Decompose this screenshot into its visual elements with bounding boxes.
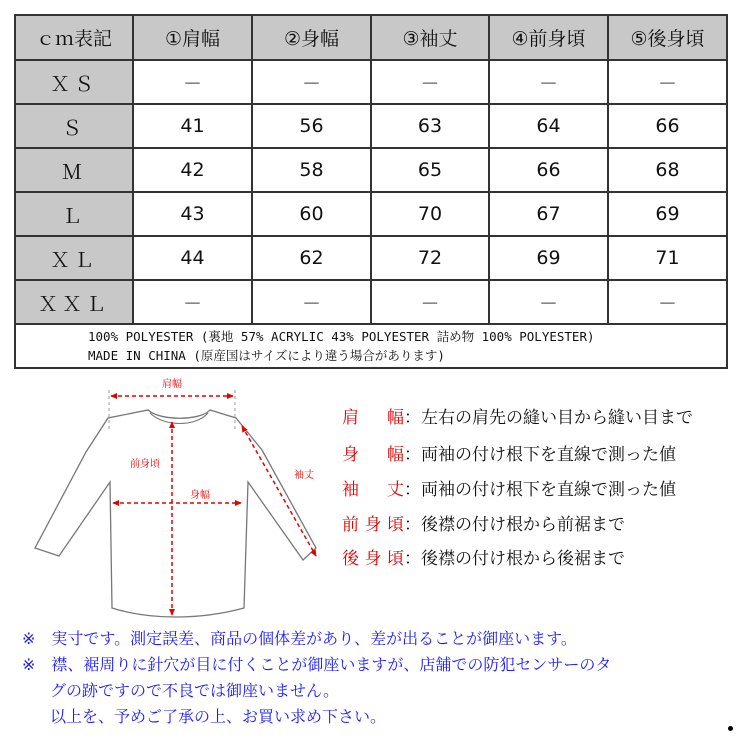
table-row: [15, 60, 727, 104]
table-row: [15, 192, 727, 236]
material-line: 100% POLYESTER (裏地 57% ACRYLIC 43% POLYESTER 詰め物 100% POLYESTER): [88, 329, 595, 344]
table-cell: 63: [371, 104, 489, 148]
table-cell: 71: [608, 236, 727, 280]
table-cell: 65: [371, 148, 489, 192]
size-label: ＸＸＬ: [15, 280, 133, 324]
table-cell: 62: [252, 236, 371, 280]
legend-term: 肩幅: [342, 408, 404, 428]
table-cell: －: [489, 60, 608, 104]
header-cell-front: ④前身頃: [489, 15, 608, 60]
table-cell: 64: [489, 104, 608, 148]
table-cell: －: [133, 60, 252, 104]
legend-term: 身幅: [342, 445, 404, 465]
table-cell: －: [371, 60, 489, 104]
origin-line: MADE IN CHINA (原産国はサイズにより違う場合があります): [88, 348, 445, 363]
table-cell: 43: [133, 192, 252, 236]
size-label: Ｌ: [15, 192, 133, 236]
table-cell: －: [371, 280, 489, 324]
table-cell: 41: [133, 104, 252, 148]
size-label: ＸＬ: [15, 236, 133, 280]
table-cell: 70: [371, 192, 489, 236]
note-mark: ※: [22, 629, 36, 648]
table-cell: 66: [608, 104, 727, 148]
front-length-label: 前身頃: [130, 459, 160, 470]
legend-item-shoulder: [342, 403, 693, 428]
note-text: グの跡ですので不良では御座いません。: [50, 681, 339, 700]
note-text: 実寸です。測定誤差、商品の個体差があり、差が出ることが御座います。: [51, 629, 577, 648]
legend-term: 袖丈: [342, 480, 404, 500]
table-cell: 58: [252, 148, 371, 192]
note-line-2: [22, 652, 611, 675]
table-cell: －: [608, 60, 727, 104]
material-row: [15, 324, 727, 368]
size-label: ＸＳ: [15, 60, 133, 104]
table-cell: 44: [133, 236, 252, 280]
note-line-1: [22, 626, 577, 649]
table-row: [15, 104, 727, 148]
legend-item-sleeve: [342, 475, 676, 500]
shoulder-label: 肩幅: [162, 379, 182, 390]
size-table: [14, 14, 728, 369]
corner-dot: [728, 726, 733, 731]
table-row: [15, 280, 727, 324]
header-cell-sleeve: ③袖丈: [371, 15, 489, 60]
header-cell-chest: ②身幅: [252, 15, 371, 60]
size-label: Ｓ: [15, 104, 133, 148]
garment-outline: [35, 410, 316, 617]
header-cell-unit: ｃｍ表記: [15, 15, 133, 60]
size-label: Ｍ: [15, 148, 133, 192]
note-text: 襟、裾周りに針穴が目に付くことが御座いますが、店舗での防犯センサーのタ: [51, 655, 612, 674]
table-cell: 69: [489, 236, 608, 280]
legend-item-front: [342, 510, 625, 535]
table-row: [15, 148, 727, 192]
table-cell: －: [489, 280, 608, 324]
table-cell: 42: [133, 148, 252, 192]
legend-desc: ：後襟の付け根から後裾まで: [404, 549, 625, 569]
sleeve-arrow: [242, 426, 316, 556]
chest-label: 身幅: [190, 490, 210, 501]
legend-desc: ：左右の肩先の縫い目から縫い目まで: [404, 408, 693, 428]
legend-desc: ：後襟の付け根から前裾まで: [404, 515, 625, 535]
legend-desc: ：両袖の付け根下を直線で測った値: [404, 445, 676, 465]
note-line-4: [50, 704, 386, 727]
legend-item-back: [342, 544, 625, 569]
note-text: 以上を、予めご了承の上、お買い求め下さい。: [50, 707, 387, 726]
table-cell: 69: [608, 192, 727, 236]
table-row: [15, 236, 727, 280]
table-cell: 60: [252, 192, 371, 236]
header-cell-shoulder: ①肩幅: [133, 15, 252, 60]
table-header-row: [15, 15, 727, 60]
table-cell: 72: [371, 236, 489, 280]
table-cell: 68: [608, 148, 727, 192]
legend-term: 前身頃: [342, 515, 404, 535]
measurement-diagram: [0, 372, 340, 622]
table-cell: 67: [489, 192, 608, 236]
legend-item-chest: [342, 440, 676, 465]
header-cell-back: ⑤後身頃: [608, 15, 727, 60]
note-line-3: [50, 678, 339, 701]
material-note: [15, 324, 727, 368]
note-mark: ※: [22, 655, 36, 674]
table-cell: －: [252, 280, 371, 324]
table-cell: 66: [489, 148, 608, 192]
table-cell: －: [252, 60, 371, 104]
legend-desc: ：両袖の付け根下を直線で測った値: [404, 480, 676, 500]
table-cell: －: [608, 280, 727, 324]
table-cell: 56: [252, 104, 371, 148]
sleeve-label: 袖丈: [294, 470, 314, 481]
table-cell: －: [133, 280, 252, 324]
legend-term: 後身頃: [342, 549, 404, 569]
